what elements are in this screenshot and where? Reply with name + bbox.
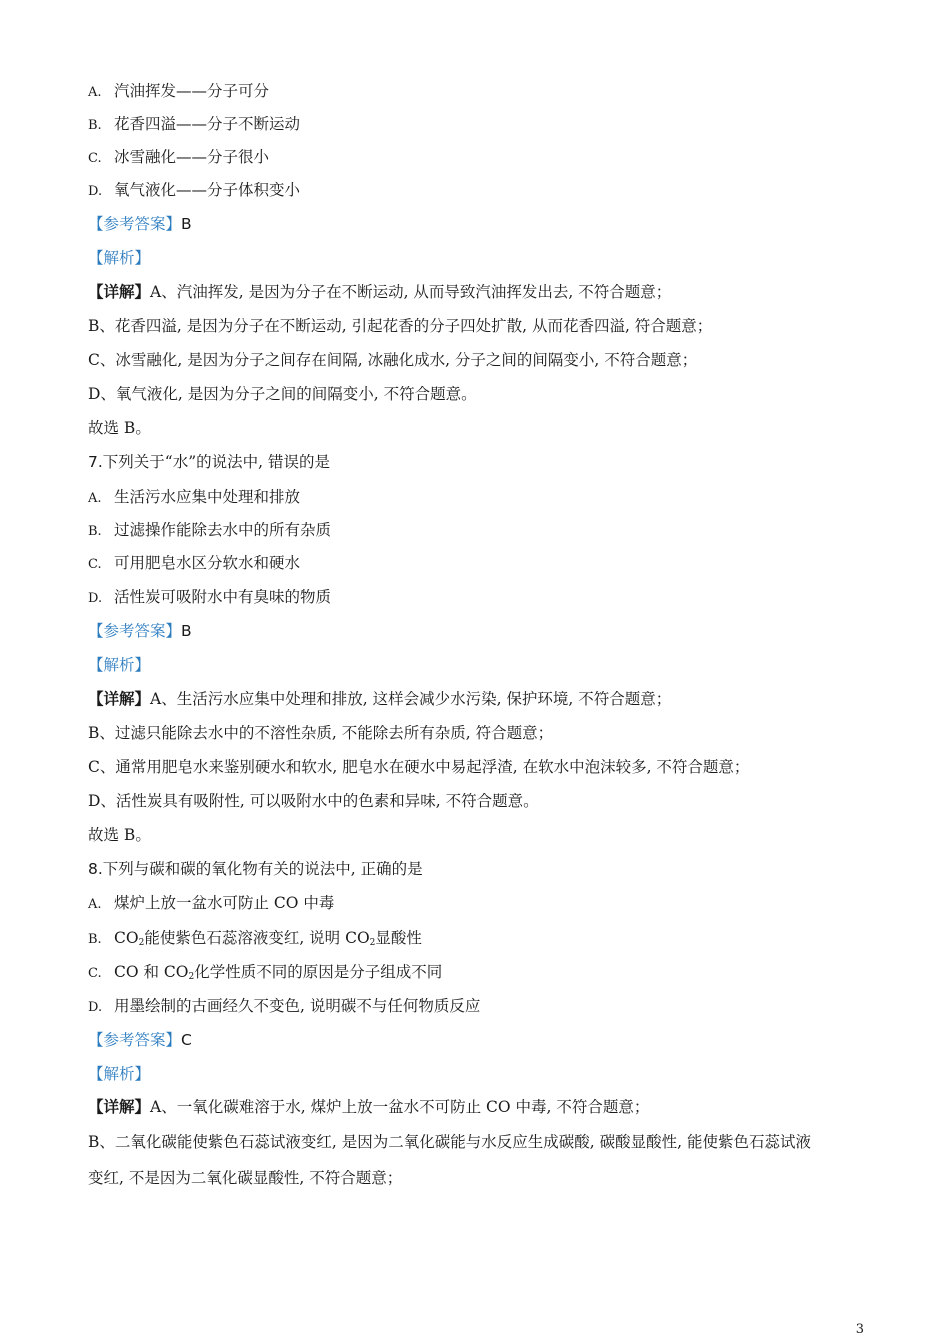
q8-option-b: B. $CO_2$能使紫色石蕊溶液变红, 说明 $CO_2$显酸性 — [88, 929, 422, 948]
q7-option-d: D. 活性炭可吸附水中有臭味的物质 — [88, 588, 332, 606]
q6-detail-1: 【详解】A、汽油挥发, 是因为分子在不断运动, 从而导致汽油挥发出去, 不符合题意； — [88, 282, 672, 301]
q7-detail-2: B、过滤只能除去水中的不溶性杂质, 不能除去所有杂质, 符合题意； — [88, 724, 554, 742]
q6-option-a: A. 汽油挥发——分子可分 — [88, 82, 270, 100]
q8-option-c: C. CO 和 $CO_2$化学性质不同的原因是分子组成不同 — [88, 963, 443, 982]
q6-option-c: C. 冰雪融化——分子很小 — [88, 148, 270, 166]
q6-detail-3: C、冰雪融化, 是因为分子之间存在间隔, 冰融化成水, 分子之间的间隔变小, 不符合题意； — [88, 351, 698, 369]
q8-detail-1: 【详解】A、一氧化碳难溶于水, 煤炉上放一盆水不可防止 CO 中毒, 不符合题意； — [88, 1097, 650, 1116]
q7-option-a: A. 生活污水应集中处理和排放 — [88, 488, 301, 506]
q6-option-d: D. 氧气液化——分子体积变小 — [88, 181, 301, 199]
q8-stem: 8.下列与碳和碳的氧化物有关的说法中, 正确的是 — [88, 860, 423, 878]
page-number: 3 — [855, 1322, 864, 1337]
q8-detail-2a: B、二氧化碳能使紫色石蕊试液变红, 是因为二氧化碳能与水反应生成碳酸, 碳酸显酸性, 能使紫色石蕊试液 — [88, 1133, 811, 1151]
q7-option-c: C. 可用肥皂水区分软水和硬水 — [88, 554, 301, 572]
q7-stem: 7.下列关于“水”的说法中, 错误的是 — [88, 453, 331, 471]
q6-option-b: B. 花香四溢——分子不断运动 — [88, 115, 301, 133]
q6-detail-4: D、氧气液化, 是因为分子之间的间隔变小, 不符合题意。 — [88, 385, 477, 403]
q7-analysis-label: 【解析】 — [88, 656, 151, 674]
q7-detail-1: 【详解】A、生活污水应集中处理和排放, 这样会减少水污染, 保护环境, 不符合题意； — [88, 689, 672, 708]
q6-conclusion: 故选 B。 — [88, 419, 151, 437]
q7-detail-3: C、通常用肥皂水来鉴别硬水和软水, 肥皂水在硬水中易起浮渣, 在软水中泡沫较多, 不符合题意； — [88, 758, 750, 776]
q7-option-b: B. 过滤操作能除去水中的所有杂质 — [88, 521, 332, 539]
q7-conclusion: 故选 B。 — [88, 826, 151, 844]
q7-detail-4: D、活性炭具有吸附性, 可以吸附水中的色素和异味, 不符合题意。 — [88, 792, 539, 810]
q6-answer: 【参考答案】B — [88, 215, 192, 233]
q6-detail-2: B、花香四溢, 是因为分子在不断运动, 引起花香的分子四处扩散, 从而花香四溢, 符合题意； — [88, 317, 713, 335]
q8-detail-2b: 变红, 不是因为二氧化碳显酸性, 不符合题意； — [88, 1169, 403, 1187]
q8-option-a: A. 煤炉上放一盆水可防止 CO 中毒 — [88, 894, 335, 912]
q8-answer: 【参考答案】C — [88, 1031, 192, 1049]
q8-option-d: D. 用墨绘制的古画经久不变色, 说明碳不与任何物质反应 — [88, 997, 481, 1015]
q6-analysis-label: 【解析】 — [88, 249, 151, 267]
q7-answer: 【参考答案】B — [88, 622, 192, 640]
q8-analysis-label: 【解析】 — [88, 1065, 151, 1083]
